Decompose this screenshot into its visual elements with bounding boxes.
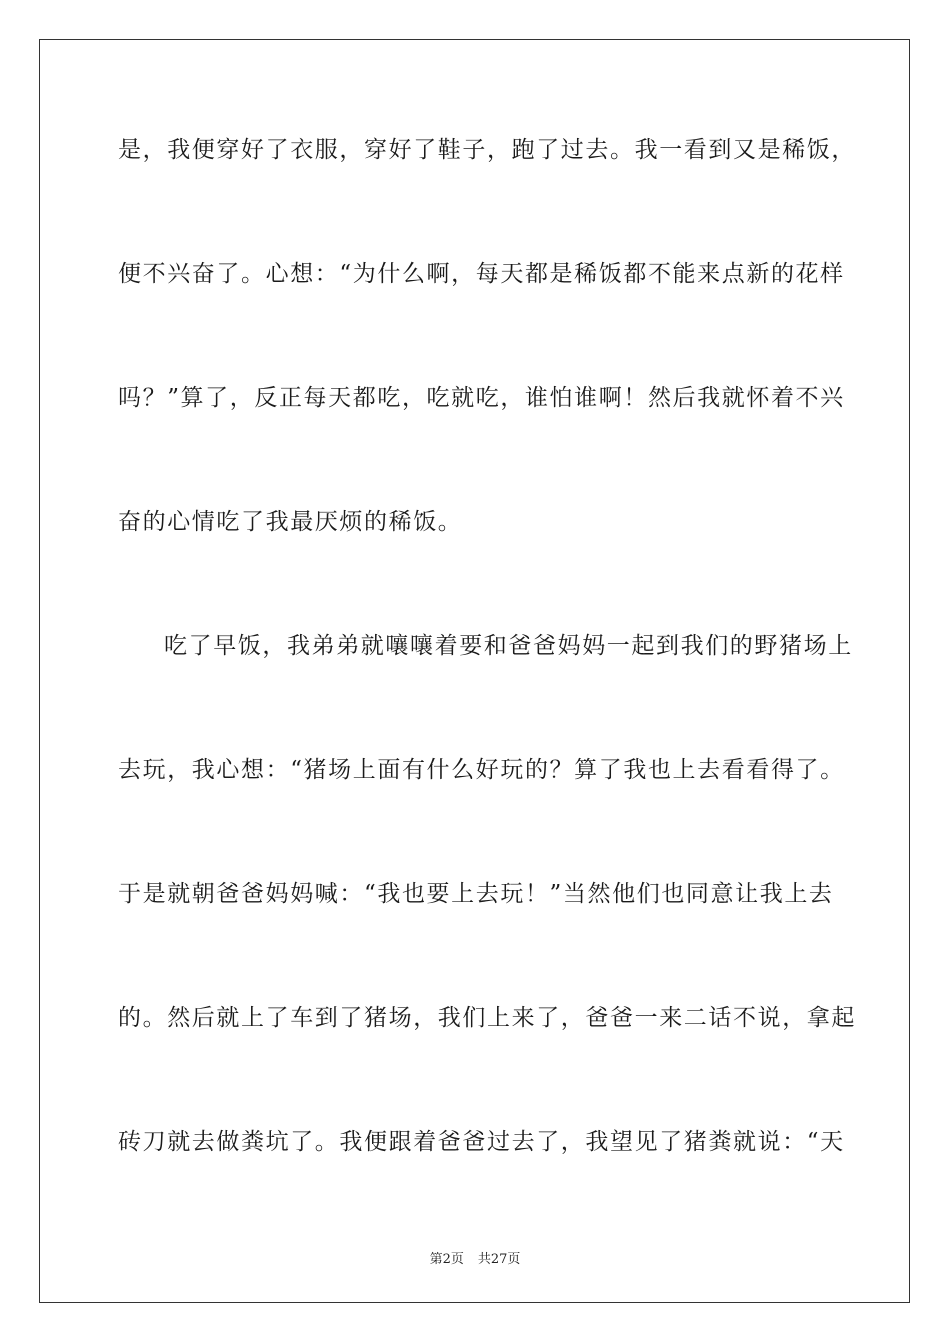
page-number: 第2页 bbox=[429, 1252, 464, 1267]
page-footer bbox=[0, 1248, 950, 1267]
document-body bbox=[118, 128, 856, 1244]
page-total: 共27页 bbox=[477, 1252, 521, 1267]
paragraph-line: 于是就朝爸爸妈妈喊：“我也要上去玩！”当然他们也同意让我上去 bbox=[118, 881, 834, 907]
paragraph-line: 砖刀就去做粪坑了。我便跟着爸爸过去了，我望见了猪粪就说：“天 bbox=[118, 1129, 845, 1155]
paragraph-line: 去玩，我心想：“猪场上面有什么好玩的？算了我也上去看看得了。 bbox=[118, 757, 845, 783]
paragraph-line: 吃了早饭，我弟弟就嚷嚷着要和爸爸妈妈一起到我们的野猪场上 bbox=[164, 633, 853, 659]
paragraph-line: 的。然后就上了车到了猪场，我们上来了，爸爸一来二话不说，拿起 bbox=[118, 1005, 856, 1031]
paragraph-line: 吗？”算了，反正每天都吃，吃就吃，谁怕谁啊！然后我就怀着不兴 bbox=[118, 385, 845, 411]
paragraph-line: 奋的心情吃了我最厌烦的稀饭。 bbox=[118, 509, 463, 535]
paragraph-line: 便不兴奋了。心想：“为什么啊，每天都是稀饭都不能来点新的花样 bbox=[118, 261, 845, 287]
paragraph-line: 是，我便穿好了衣服，穿好了鞋子，跑了过去。我一看到又是稀饭， bbox=[118, 137, 856, 163]
